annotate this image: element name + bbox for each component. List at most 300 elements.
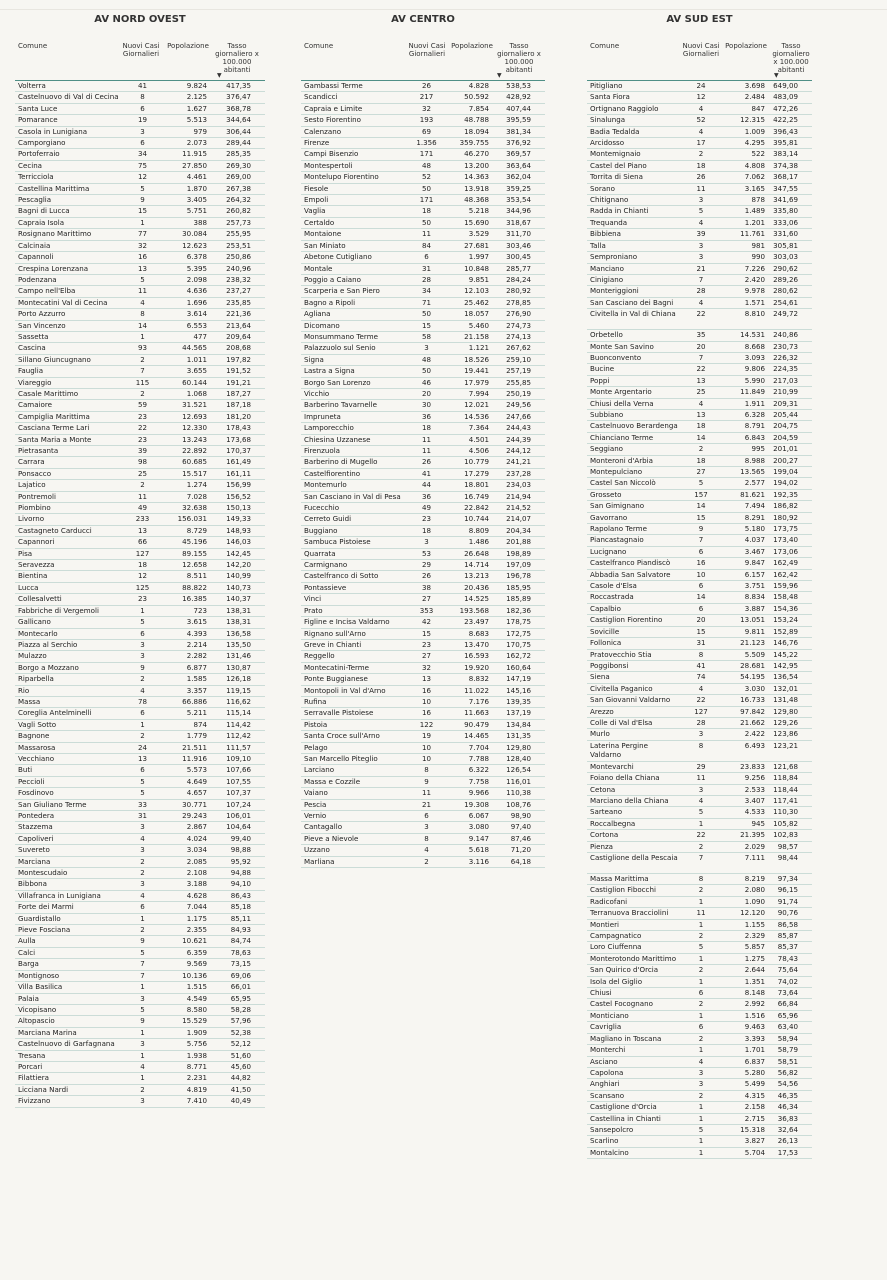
nuovi-casi-cell: 171 (404, 149, 449, 160)
nuovi-casi-cell: 41 (679, 660, 723, 671)
popolazione-cell: 6.157 (723, 569, 769, 580)
nuovi-casi-cell: 27 (679, 467, 723, 478)
table-row (587, 263, 812, 274)
popolazione-cell: 3.405 (165, 195, 211, 206)
popolazione-cell: 1.090 (723, 896, 769, 907)
tasso-cell: 538,53 (493, 81, 545, 92)
comune-cell: Vicchio (301, 388, 404, 399)
popolazione-cell: 2.231 (165, 1073, 211, 1084)
popolazione-cell: 8.683 (449, 628, 493, 639)
table-row (301, 400, 545, 411)
table-row (587, 706, 812, 717)
table-row (587, 1067, 812, 1078)
nuovi-casi-cell: 19 (404, 731, 449, 742)
table-row (15, 970, 265, 981)
tasso-cell: 217,03 (769, 375, 812, 386)
comune-cell: Monsummano Terme (301, 331, 404, 342)
popolazione-cell: 9.966 (449, 788, 493, 799)
popolazione-cell: 5.990 (723, 375, 769, 386)
nuovi-casi-cell: 26 (404, 81, 449, 92)
tasso-cell: 344,96 (493, 206, 545, 217)
nuovi-casi-cell: 22 (679, 830, 723, 841)
nuovi-casi-cell: 4 (120, 890, 165, 901)
comune-cell: Castelfiorentino (301, 468, 404, 479)
comune-cell: Magliano in Toscana (587, 1033, 679, 1044)
comune-cell: Lastra a Signa (301, 366, 404, 377)
nuovi-casi-cell: 2 (679, 999, 723, 1010)
popolazione-cell: 6.837 (723, 1056, 769, 1067)
nuovi-casi-cell: 69 (404, 126, 449, 137)
nuovi-casi-cell: 71 (404, 297, 449, 308)
comune-cell: Abetone Cutigliano (301, 252, 404, 263)
popolazione-cell: 4.501 (449, 434, 493, 445)
popolazione-cell: 3.093 (723, 352, 769, 363)
table-row (15, 537, 265, 548)
nuovi-casi-cell: 3 (120, 1039, 165, 1050)
table-row (15, 503, 265, 514)
tasso-cell: 74,02 (769, 976, 812, 987)
tasso-cell: 41,50 (211, 1084, 265, 1095)
table-row (301, 172, 545, 183)
popolazione-cell: 19.308 (449, 799, 493, 810)
popolazione-cell: 5.704 (723, 1147, 769, 1158)
table-row (301, 103, 545, 114)
popolazione-cell: 10.136 (165, 970, 211, 981)
popolazione-cell: 12.103 (449, 286, 493, 297)
tasso-cell: 104,64 (211, 822, 265, 833)
nuovi-casi-cell: 7 (679, 853, 723, 874)
tasso-cell: 381,34 (493, 126, 545, 137)
table-row (15, 286, 265, 297)
nuovi-casi-cell: 21 (679, 263, 723, 274)
table-row (15, 1073, 265, 1084)
nuovi-casi-cell: 35 (679, 330, 723, 341)
popolazione-cell: 4.024 (165, 833, 211, 844)
comune-cell: Bucine (587, 364, 679, 375)
tasso-cell: 289,26 (769, 274, 812, 285)
tasso-cell: 199,04 (769, 467, 812, 478)
nuovi-casi-cell: 3 (404, 822, 449, 833)
tasso-cell: 142,45 (211, 548, 265, 559)
tasso-cell: 110,38 (493, 788, 545, 799)
tasso-cell: 73,64 (769, 988, 812, 999)
popolazione-cell: 15.517 (165, 468, 211, 479)
tasso-cell: 376,92 (493, 138, 545, 149)
nuovi-casi-cell: 7 (120, 970, 165, 981)
table-row (301, 263, 545, 274)
comune-cell: Sovicille (587, 626, 679, 637)
popolazione-cell: 10.779 (449, 457, 493, 468)
popolazione-cell: 2.098 (165, 274, 211, 285)
popolazione-cell: 10.621 (165, 936, 211, 947)
comune-cell: Montecarlo (15, 628, 120, 639)
tasso-cell: 131,35 (493, 731, 545, 742)
comune-cell: Chiusi (587, 988, 679, 999)
nuovi-casi-cell: 1 (679, 1113, 723, 1124)
tasso-cell: 187,18 (211, 400, 265, 411)
nuovi-casi-cell: 1 (679, 896, 723, 907)
header-tasso[interactable]: Tasso giornaliero x 100.000 abitanti (497, 42, 541, 74)
comune-cell: Lajatico (15, 480, 120, 491)
tasso-cell: 267,62 (493, 343, 545, 354)
comune-cell: Calcinaia (15, 240, 120, 251)
tasso-cell: 173,75 (769, 524, 812, 535)
comune-cell: San Casciano in Val di Pesa (301, 491, 404, 502)
tasso-cell: 173,40 (769, 535, 812, 546)
table-row (15, 925, 265, 936)
tasso-cell: 264,32 (211, 195, 265, 206)
tasso-cell: 54,56 (769, 1079, 812, 1090)
nuovi-casi-cell: 2 (120, 1084, 165, 1095)
nuovi-casi-cell: 19 (120, 115, 165, 126)
popolazione-cell: 18.057 (449, 309, 493, 320)
tasso-cell: 46,34 (769, 1102, 812, 1113)
nuovi-casi-cell: 1 (120, 913, 165, 924)
popolazione-cell: 4.828 (449, 81, 493, 92)
nuovi-casi-cell: 13 (120, 525, 165, 536)
comune-cell: Roccastrada (587, 592, 679, 603)
table-row (301, 388, 545, 399)
comune-cell: San Giuliano Terme (15, 799, 120, 810)
sort-desc-icon[interactable]: ▼ (217, 72, 222, 79)
nuovi-casi-cell: 1 (120, 1027, 165, 1038)
tasso-cell: 128,40 (493, 753, 545, 764)
popolazione-cell: 8.791 (723, 421, 769, 432)
nuovi-casi-cell: 58 (404, 331, 449, 342)
comune-cell: Poggibonsi (587, 660, 679, 671)
popolazione-cell: 7.111 (723, 853, 769, 874)
tasso-cell: 107,24 (211, 799, 265, 810)
tasso-cell: 244,12 (493, 446, 545, 457)
table-row (15, 1061, 265, 1072)
header-tasso[interactable]: Tasso giornaliero x 100.000 abitanti (215, 42, 259, 74)
table-row (301, 457, 545, 468)
popolazione-cell: 6.322 (449, 765, 493, 776)
table-row (587, 364, 812, 375)
nuovi-casi-cell: 15 (679, 512, 723, 523)
table-row (587, 729, 812, 740)
table-row (301, 217, 545, 228)
tasso-cell: 129,80 (493, 742, 545, 753)
comune-cell: Crespina Lorenzana (15, 263, 120, 274)
comune-cell: Monticiano (587, 1010, 679, 1021)
nuovi-casi-cell: 31 (404, 263, 449, 274)
tasso-cell: 118,84 (769, 773, 812, 784)
nuovi-casi-cell: 7 (679, 535, 723, 546)
nuovi-casi-cell: 3 (120, 879, 165, 890)
popolazione-cell: 5.180 (723, 524, 769, 535)
comune-cell: Chitignano (587, 195, 679, 206)
tasso-cell: 146,03 (211, 537, 265, 548)
table-row (15, 183, 265, 194)
table-row (587, 217, 812, 228)
popolazione-cell: 1.175 (165, 913, 211, 924)
comune-cell: Montemurlo (301, 480, 404, 491)
tasso-cell: 284,24 (493, 274, 545, 285)
tasso-cell: 148,93 (211, 525, 265, 536)
nuovi-casi-cell: 1 (679, 1136, 723, 1147)
nuovi-casi-cell: 1 (679, 818, 723, 829)
comune-cell: Monte San Savino (587, 341, 679, 352)
comune-cell: Cantagallo (301, 822, 404, 833)
tasso-cell: 280,62 (769, 286, 812, 297)
table-row (15, 902, 265, 913)
tasso-cell: 162,42 (769, 569, 812, 580)
tasso-cell: 376,47 (211, 92, 265, 103)
nuovi-casi-cell: 3 (120, 126, 165, 137)
comune-cell: Calci (15, 947, 120, 958)
popolazione-cell: 11.916 (165, 753, 211, 764)
comune-cell: Campo nell'Elba (15, 286, 120, 297)
tasso-cell: 86,58 (769, 919, 812, 930)
comune-cell: San Vincenzo (15, 320, 120, 331)
popolazione-cell: 8.809 (449, 525, 493, 536)
table-row (587, 896, 812, 907)
popolazione-cell: 11.849 (723, 387, 769, 398)
nuovi-casi-cell: 49 (404, 503, 449, 514)
tasso-cell: 249,56 (493, 400, 545, 411)
tasso-cell: 374,38 (769, 160, 812, 171)
table-row (15, 297, 265, 308)
popolazione-cell: 30.771 (165, 799, 211, 810)
nuovi-casi-cell: 3 (120, 651, 165, 662)
table-row (587, 240, 812, 251)
nuovi-casi-cell: 6 (679, 1022, 723, 1033)
popolazione-cell: 5.395 (165, 263, 211, 274)
nuovi-casi-cell: 9 (120, 1016, 165, 1027)
popolazione-cell: 7.062 (723, 172, 769, 183)
comune-cell: Capoliveri (15, 833, 120, 844)
comune-cell: Castellina Marittima (15, 183, 120, 194)
table-row (587, 1124, 812, 1135)
table-row (15, 377, 265, 388)
popolazione-cell: 1.516 (723, 1010, 769, 1021)
table-row (15, 1096, 265, 1107)
popolazione-cell: 28.681 (723, 660, 769, 671)
popolazione-cell: 7.410 (165, 1096, 211, 1107)
nuovi-casi-cell: 6 (120, 902, 165, 913)
table-row (15, 982, 265, 993)
sort-desc-icon[interactable]: ▼ (497, 72, 502, 79)
nuovi-casi-cell: 4 (679, 126, 723, 137)
table-row (15, 696, 265, 707)
nuovi-casi-cell: 2 (120, 868, 165, 879)
table-row (15, 742, 265, 753)
sort-desc-icon[interactable]: ▼ (774, 72, 779, 79)
tasso-cell: 417,35 (211, 81, 265, 92)
nuovi-casi-cell: 2 (679, 1033, 723, 1044)
table-row (15, 753, 265, 764)
popolazione-cell: 3.655 (165, 366, 211, 377)
nuovi-casi-cell: 20 (679, 341, 723, 352)
table-row (587, 1079, 812, 1090)
nuovi-casi-cell: 6 (120, 103, 165, 114)
comune-cell: Pistoia (301, 719, 404, 730)
popolazione-cell: 12.693 (165, 411, 211, 422)
table-row (301, 765, 545, 776)
tasso-cell: 142,20 (211, 560, 265, 571)
comune-cell: Castelfranco Piandiscò (587, 558, 679, 569)
popolazione-cell: 1.201 (723, 217, 769, 228)
tasso-cell: 247,66 (493, 411, 545, 422)
popolazione-cell: 4.549 (165, 993, 211, 1004)
comune-cell: Follonica (587, 638, 679, 649)
comune-cell: Dicomano (301, 320, 404, 331)
table-row (15, 229, 265, 240)
popolazione-cell: 5.573 (165, 765, 211, 776)
tasso-cell: 109,10 (211, 753, 265, 764)
nuovi-casi-cell: 2 (404, 856, 449, 867)
table-row (15, 936, 265, 947)
comune-cell: Seggiano (587, 444, 679, 455)
popolazione-cell: 8.580 (165, 1004, 211, 1015)
table-row (15, 833, 265, 844)
comune-cell: Santa Luce (15, 103, 120, 114)
tasso-cell: 116,01 (493, 776, 545, 787)
tasso-cell: 69,06 (211, 970, 265, 981)
nuovi-casi-cell: 10 (404, 696, 449, 707)
comune-cell: Vecchiano (15, 753, 120, 764)
nuovi-casi-cell: 3 (120, 993, 165, 1004)
comune-cell: Massa (15, 696, 120, 707)
comune-cell: Montescudaio (15, 868, 120, 879)
comune-cell: Foiano della Chiana (587, 773, 679, 784)
comune-cell: Certaldo (301, 217, 404, 228)
table-row (301, 183, 545, 194)
table-row (15, 423, 265, 434)
tasso-cell: 140,99 (211, 571, 265, 582)
popolazione-cell: 14.536 (449, 411, 493, 422)
popolazione-cell: 12.315 (723, 115, 769, 126)
comune-cell: Suvereto (15, 845, 120, 856)
table-row (301, 331, 545, 342)
nuovi-casi-cell: 27 (404, 651, 449, 662)
tasso-cell: 158,48 (769, 592, 812, 603)
comune-cell: Casciana Terme Lari (15, 423, 120, 434)
comune-cell: Bibbiena (587, 229, 679, 240)
nuovi-casi-cell: 16 (120, 252, 165, 263)
tasso-cell: 152,89 (769, 626, 812, 637)
nuovi-casi-cell: 15 (120, 206, 165, 217)
header-tasso[interactable]: Tasso giornaliero x 100.000 abitanti (772, 42, 810, 74)
popolazione-cell: 4.037 (723, 535, 769, 546)
nuovi-casi-cell: 48 (404, 160, 449, 171)
nuovi-casi-cell: 8 (120, 309, 165, 320)
tasso-cell: 259,10 (493, 354, 545, 365)
table-row (587, 489, 812, 500)
comune-cell: Cerreto Guidi (301, 514, 404, 525)
comune-cell: Semproniano (587, 252, 679, 263)
table-row (587, 1136, 812, 1147)
popolazione-cell: 2.422 (723, 729, 769, 740)
tasso-cell: 280,92 (493, 286, 545, 297)
table-row (587, 649, 812, 660)
table-row (587, 740, 812, 761)
tasso-cell: 111,57 (211, 742, 265, 753)
table-row (15, 594, 265, 605)
popolazione-cell: 14.363 (449, 172, 493, 183)
comune-cell: Cinigiano (587, 274, 679, 285)
comune-cell: Montaione (301, 229, 404, 240)
table-row (587, 478, 812, 489)
comune-cell: Lamporecchio (301, 423, 404, 434)
popolazione-cell: 5.509 (723, 649, 769, 660)
tasso-cell: 344,64 (211, 115, 265, 126)
column-av-sud-est (587, 10, 812, 1159)
table-row (301, 309, 545, 320)
tasso-cell: 123,21 (769, 740, 812, 761)
comune-cell: Massa Marittima (587, 874, 679, 885)
comune-cell: Firenzuola (301, 446, 404, 457)
nuovi-casi-cell: 3 (679, 729, 723, 740)
tasso-cell: 126,18 (211, 674, 265, 685)
tasso-cell: 84,93 (211, 925, 265, 936)
popolazione-cell: 2.577 (723, 478, 769, 489)
nuovi-casi-cell: 3 (120, 845, 165, 856)
nuovi-casi-cell: 1 (120, 1050, 165, 1061)
tasso-cell: 311,70 (493, 229, 545, 240)
table-row (15, 411, 265, 422)
nuovi-casi-cell: 52 (404, 172, 449, 183)
table-row (15, 765, 265, 776)
nuovi-casi-cell: 1 (679, 1010, 723, 1021)
table-row (301, 206, 545, 217)
tasso-cell: 178,75 (493, 617, 545, 628)
comune-cell: Portoferraio (15, 149, 120, 160)
comune-cell: Monteroni d'Arbia (587, 455, 679, 466)
table-row (587, 126, 812, 137)
comune-cell: San Marcello Piteglio (301, 753, 404, 764)
popolazione-cell: 2.125 (165, 92, 211, 103)
nuovi-casi-cell: 7 (120, 959, 165, 970)
tasso-cell: 116,62 (211, 696, 265, 707)
popolazione-cell: 1.009 (723, 126, 769, 137)
popolazione-cell: 13.565 (723, 467, 769, 478)
table-row (587, 999, 812, 1010)
tasso-cell: 180,92 (769, 512, 812, 523)
table-row (587, 672, 812, 683)
tasso-cell: 170,75 (493, 639, 545, 650)
nuovi-casi-cell: 4 (679, 297, 723, 308)
table-row (15, 719, 265, 730)
table-row (301, 514, 545, 525)
popolazione-cell: 878 (723, 195, 769, 206)
nuovi-casi-cell: 49 (120, 503, 165, 514)
comune-cell: Gambassi Terme (301, 81, 404, 92)
tasso-cell: 185,89 (493, 594, 545, 605)
table-row (587, 558, 812, 569)
nuovi-casi-cell: 2 (679, 931, 723, 942)
nuovi-casi-cell: 34 (404, 286, 449, 297)
nuovi-casi-cell: 10 (679, 569, 723, 580)
popolazione-cell: 6.378 (165, 252, 211, 263)
tasso-cell: 359,25 (493, 183, 545, 194)
tasso-cell: 214,94 (493, 491, 545, 502)
nuovi-casi-cell: 13 (679, 409, 723, 420)
table-row (15, 331, 265, 342)
table-row (15, 160, 265, 171)
nuovi-casi-cell: 16 (404, 708, 449, 719)
table-row (15, 799, 265, 810)
comune-cell: Trequanda (587, 217, 679, 228)
comune-cell: Cecina (15, 160, 120, 171)
table-row (15, 81, 265, 92)
popolazione-cell: 12.330 (165, 423, 211, 434)
header-popolazione: Popolazione (725, 42, 767, 50)
comune-cell: Pontedera (15, 811, 120, 822)
popolazione-cell: 4.533 (723, 807, 769, 818)
tasso-cell: 250,19 (493, 388, 545, 399)
